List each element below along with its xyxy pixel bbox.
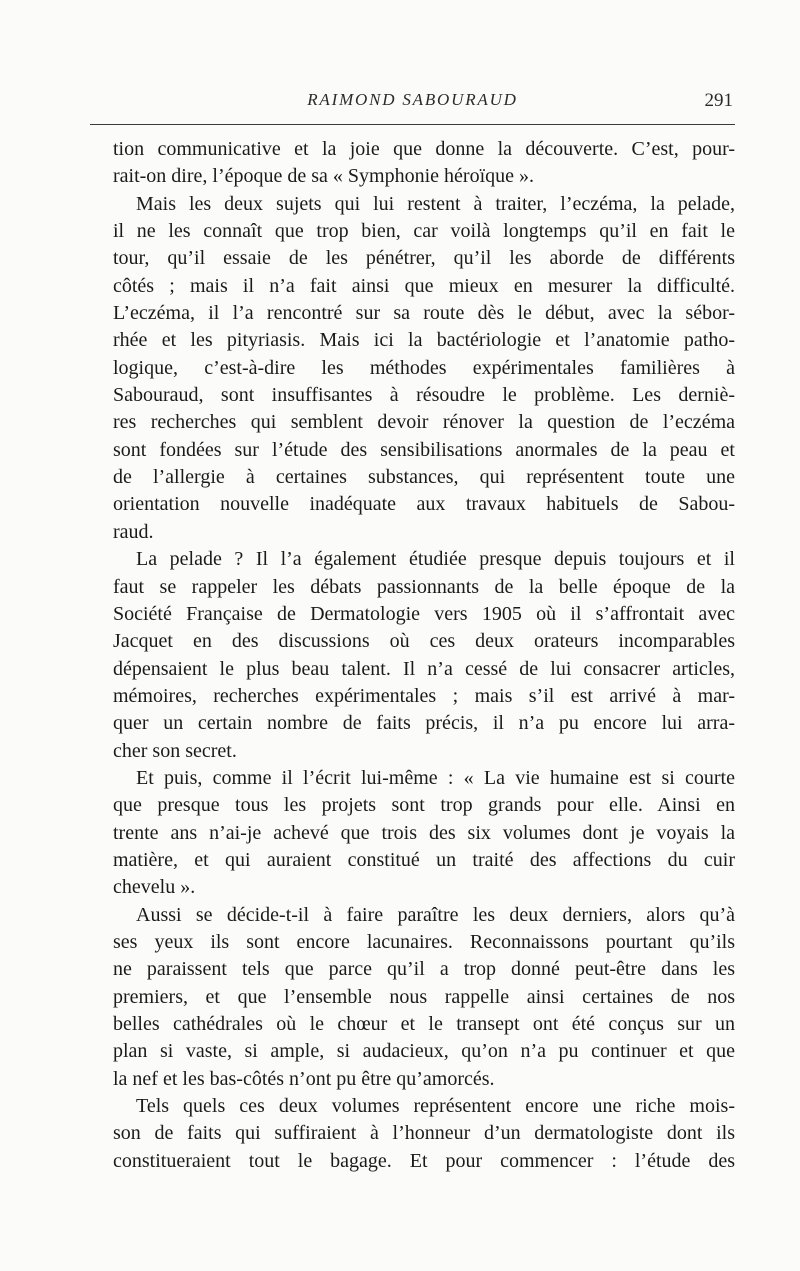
text-line: Tels quels ces deux volumes représentent encore une riche mois- (136, 1095, 735, 1118)
text-line: logique, c’est-à-dire les méthodes expérimentales familières à (113, 356, 735, 379)
text-line: de l’allergie à certaines substances, qui représentent toute une (113, 466, 735, 489)
paragraph-1 (90, 136, 735, 191)
text-line: plan si vaste, si ample, si audacieux, qu’on n’a pu continuer et que (113, 1040, 735, 1063)
paragraph-6 (90, 1093, 735, 1175)
body-text (90, 136, 735, 1175)
paragraph-5 (90, 902, 735, 1093)
page-header (90, 90, 735, 116)
text-line: faut se rappeler les débats passionnants de la belle époque de la (113, 575, 735, 598)
text-line: La pelade ? Il l’a également étudiée presque depuis toujours et il (136, 548, 735, 571)
text-line: sont fondées sur l’étude des sensibilisations anormales de la peau et (113, 438, 735, 461)
text-line: constitueraient tout le bagage. Et pour commencer : l’étude des (113, 1149, 735, 1172)
text-line: Société Française de Dermatologie vers 1905 où il s’affrontait avec (113, 602, 735, 625)
text-line: que presque tous les projets sont trop grands pour elle. Ainsi en (113, 794, 735, 817)
text-line: chevelu ». (113, 876, 196, 899)
running-head: RAIMOND SABOURAUD (307, 90, 518, 109)
text-line: ne paraissent tels que parce qu’il a trop donné peut-être dans les (113, 958, 735, 981)
text-line: rait-on dire, l’époque de sa « Symphonie héroïque ». (113, 165, 534, 188)
text-line: dépensaient le plus beau talent. Il n’a cessé de lui consacrer articles, (113, 657, 735, 680)
text-line: orientation nouvelle inadéquate aux travaux habituels de Sabou- (113, 493, 735, 516)
text-line: ses yeux ils sont encore lacunaires. Reconnaissons pourtant qu’ils (113, 930, 735, 953)
text-line: son de faits qui suffiraient à l’honneur d’un dermatologiste dont ils (113, 1122, 735, 1145)
text-line: il ne les connaît que trop bien, car voilà longtemps qu’il en fait le (113, 220, 735, 243)
text-line: L’eczéma, il l’a rencontré sur sa route dès le début, avec la sébor- (113, 302, 735, 325)
text-line: Mais les deux sujets qui lui restent à traiter, l’eczéma, la pelade, (136, 192, 735, 215)
text-line: tour, qu’il essaie de les pénétrer, qu’il les aborde de différents (113, 247, 735, 270)
text-line: rhée et les pityriasis. Mais ici la bactériologie et l’anatomie patho- (113, 329, 735, 352)
header-rule (90, 124, 735, 125)
text-line: côtés ; mais il n’a fait ainsi que mieux en mesurer la difficulté. (113, 274, 735, 297)
text-line: Jacquet en des discussions où ces deux orateurs incomparables (113, 630, 735, 653)
paragraph-3 (90, 546, 735, 765)
paragraph-4 (90, 765, 735, 902)
page-number: 291 (704, 90, 733, 111)
text-line: raud. (113, 520, 154, 543)
text-line: belles cathédrales où le chœur et le transept ont été conçus sur un (113, 1013, 735, 1035)
text-line: Sabouraud, sont insuffisantes à résoudre le problème. Les derniè- (113, 384, 735, 407)
text-line: quer un certain nombre de faits précis, il n’a pu encore lui arra- (113, 712, 735, 735)
book-page (90, 0, 735, 1271)
text-line: tion communicative et la joie que donne la découverte. C’est, pour- (113, 138, 735, 160)
text-line: Aussi se décide-t-il à faire paraître les deux derniers, alors qu’à (136, 903, 735, 926)
paragraph-2 (90, 191, 735, 546)
text-line: res recherches qui semblent devoir rénover la question de l’eczéma (113, 411, 735, 434)
text-line: Et puis, comme il l’écrit lui-même : « La vie humaine est si courte (136, 766, 735, 789)
text-line: premiers, et que l’ensemble nous rappelle ainsi certaines de nos (113, 985, 735, 1008)
text-line: mémoires, recherches expérimentales ; mais s’il est arrivé à mar- (113, 684, 735, 707)
text-line: trente ans n’ai-je achevé que trois des six volumes dont je voyais la (113, 821, 735, 844)
text-line: matière, et qui auraient constitué un traité des affections du cuir (113, 848, 735, 871)
text-line: la nef et les bas-côtés n’ont pu être qu’amorcés. (113, 1067, 495, 1090)
text-line: cher son secret. (113, 739, 237, 762)
